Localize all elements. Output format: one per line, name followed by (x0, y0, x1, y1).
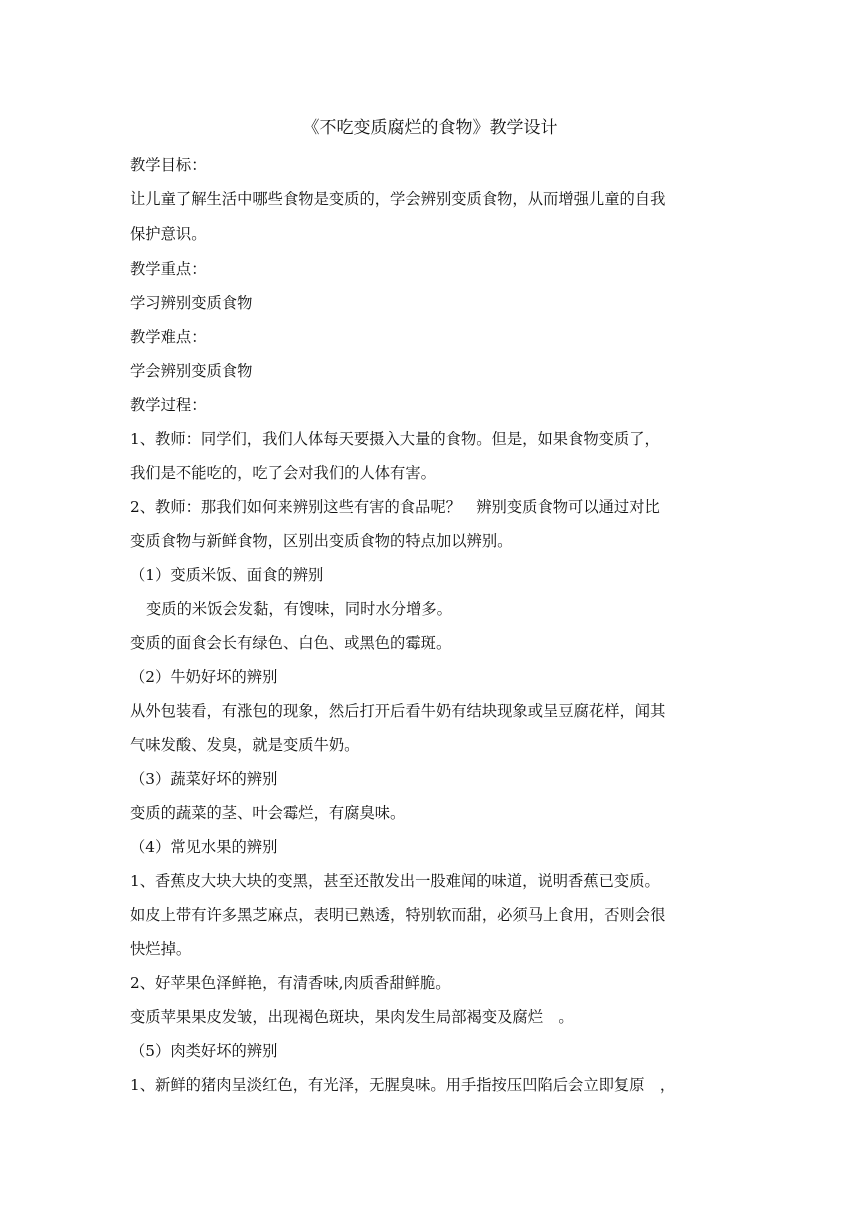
paragraph-line: 变质的蔬菜的茎、叶会霉烂，有腐臭味。 (130, 804, 406, 822)
paragraph-line: 变质食物与新鲜食物，区别出变质食物的特点加以辨别。 (130, 532, 513, 550)
paragraph-line: 变质苹果果皮发皱，出现褐色斑块，果肉发生局部褐变及腐烂 。 (130, 1008, 574, 1026)
heading-teaching-focus: 教学重点： (130, 260, 207, 278)
paragraph-line: 保护意识。 (130, 225, 207, 243)
subheading-vegetables: （3）蔬菜好坏的辨别 (130, 770, 278, 788)
subheading-meat: （5）肉类好坏的辨别 (130, 1042, 278, 1060)
paragraph-line: 如皮上带有许多黑芝麻点，表明已熟透，特别软而甜，必须马上食用，否则会很 (130, 906, 666, 924)
paragraph-line: 我们是不能吃的，吃了会对我们的人体有害。 (130, 464, 436, 482)
paragraph-line: 快烂掉。 (130, 940, 192, 958)
paragraph-line: 学会辨别变质食物 (130, 362, 253, 380)
paragraph-line: 1、教师：同学们，我们人体每天要摄入大量的食物。但是，如果食物变质了， (130, 430, 660, 448)
paragraph-line: 变质的面食会长有绿色、白色、或黑色的霉斑。 (130, 634, 452, 652)
paragraph-line: 让儿童了解生活中哪些食物是变质的，学会辨别变质食物，从而增强儿童的自我 (130, 190, 666, 208)
subheading-fruit: （4）常见水果的辨别 (130, 838, 278, 856)
paragraph-line: 学习辨别变质食物 (130, 294, 253, 312)
paragraph-line: 1、香蕉皮大块大块的变黑，甚至还散发出一股难闻的味道，说明香蕉已变质。 (130, 872, 660, 890)
paragraph-line: 1、新鲜的猪肉呈淡红色，有光泽，无腥臭味。用手指按压凹陷后会立即复原 ， (130, 1076, 676, 1094)
subheading-milk: （2）牛奶好坏的辨别 (130, 668, 278, 686)
subheading-rice-noodles: （1）变质米饭、面食的辨别 (130, 566, 324, 584)
heading-teaching-process: 教学过程： (130, 396, 207, 414)
heading-teaching-difficulty: 教学难点： (130, 328, 207, 346)
paragraph-line: 2、教师：那我们如何来辨别这些有害的食品呢？ 辨别变质食物可以通过对比 (130, 498, 660, 516)
paragraph-line: 气味发酸、发臭，就是变质牛奶。 (130, 736, 360, 754)
paragraph-line: 2、好苹果色泽鲜艳，有清香味,肉质香甜鲜脆。 (130, 974, 451, 992)
paragraph-line: 从外包装看，有涨包的现象，然后打开后看牛奶有结块现象或呈豆腐花样，闻其 (130, 702, 666, 720)
document-title: 《不吃变质腐烂的食物》教学设计 (302, 118, 558, 138)
heading-teaching-goals: 教学目标： (130, 156, 207, 174)
paragraph-line: 变质的米饭会发黏，有馊味，同时水分增多。 (146, 600, 452, 618)
